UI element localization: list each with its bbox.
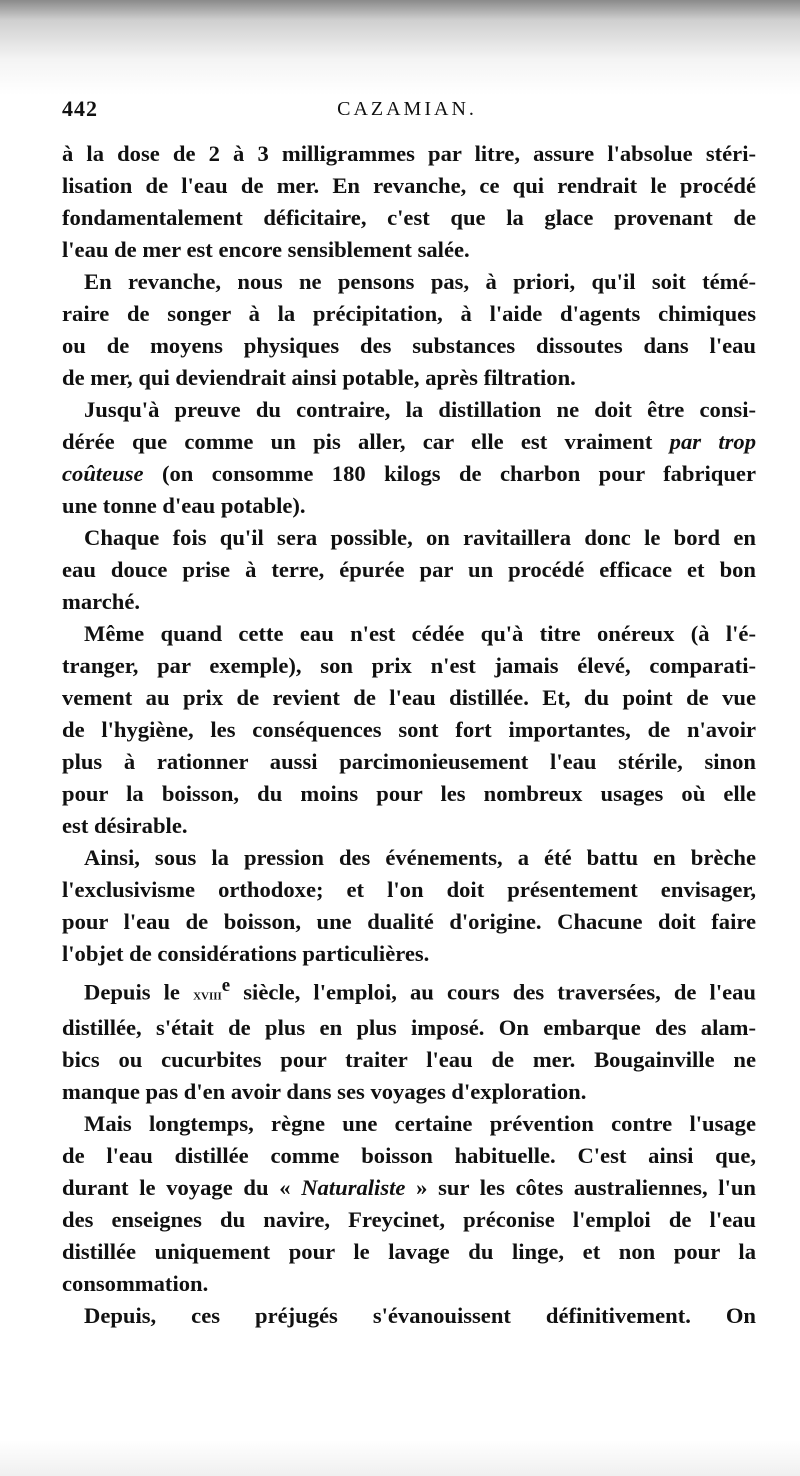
- text-line: plus à rationner aussi parcimonieusement l'eau stérile, sinon: [62, 749, 756, 774]
- text-line: est désirable.: [62, 813, 188, 838]
- text-line: eau douce prise à terre, épurée par un procédé efficace et bon: [62, 557, 756, 582]
- running-title: CAZAMIAN.: [337, 98, 477, 120]
- text-span: » sur les côtes australiennes, l'un: [405, 1174, 756, 1200]
- paragraph-2: [62, 266, 756, 394]
- text-line: [62, 458, 756, 490]
- text-line: ou de moyens physiques des substances dissoutes dans l'eau: [62, 333, 756, 358]
- body-text: [62, 138, 756, 1332]
- text-span: siècle, l'emploi, au cours des traversées, de l'eau: [230, 979, 756, 1005]
- paragraph-4: [62, 522, 756, 618]
- text-line: distillée uniquement pour le lavage du linge, et non pour la: [62, 1238, 756, 1264]
- text-line: de l'eau distillée comme boisson habituelle. C'est ainsi que,: [62, 1142, 756, 1168]
- paragraph-3: [62, 394, 756, 522]
- century-numeral: xviii: [193, 986, 222, 1004]
- paragraph-5: [62, 618, 756, 842]
- text-line: fondamentalement déficitaire, c'est que la glace provenant de: [62, 205, 756, 230]
- text-line: des enseignes du navire, Freycinet, préconise l'emploi de l'eau: [62, 1206, 756, 1232]
- text-span: Depuis le: [84, 979, 194, 1005]
- text-line: [62, 970, 756, 1012]
- text-line: Ainsi, sous la pression des événements, a été battu en brèche: [84, 845, 756, 870]
- text-line: tranger, par exemple), son prix n'est jamais élevé, comparati-: [62, 653, 756, 678]
- text-line: manque pas d'en avoir dans ses voyages d'exploration.: [62, 1078, 587, 1104]
- page-number: 442: [62, 96, 98, 121]
- text-span: (on consomme 180 kilogs de charbon pour fabriquer: [143, 461, 756, 486]
- text-line: consommation.: [62, 1270, 209, 1296]
- text-line: lisation de l'eau de mer. En revanche, ce qui rendrait le procédé: [62, 173, 756, 198]
- text-line: Jusqu'à preuve du contraire, la distillation ne doit être consi-: [84, 397, 756, 422]
- text-span: durant le voyage du «: [62, 1174, 302, 1200]
- paragraph-7: [62, 970, 756, 1108]
- text-line: pour la boisson, du moins pour les nombreux usages où elle: [62, 781, 756, 806]
- paragraph-1: [62, 138, 756, 266]
- text-span: dérée que comme un pis aller, car elle est vraiment: [62, 429, 670, 454]
- paragraph-6: [62, 842, 756, 970]
- italic-text: coûteuse: [62, 461, 144, 486]
- text-line: raire de songer à la précipitation, à l'aide d'agents chimiques: [62, 301, 756, 326]
- text-line: Depuis, ces préjugés s'évanouissent définitivement. On: [84, 1302, 756, 1328]
- superscript: e: [221, 975, 231, 996]
- page-header: [62, 96, 752, 128]
- italic-text: par trop: [669, 429, 756, 454]
- text-line: l'objet de considérations particulières.: [62, 941, 430, 966]
- text-line: bics ou cucurbites pour traiter l'eau de mer. Bougainville ne: [62, 1046, 756, 1072]
- italic-text: Naturaliste: [301, 1174, 406, 1200]
- text-line: l'eau de mer est encore sensiblement salée.: [62, 237, 470, 262]
- text-line: marché.: [62, 589, 141, 614]
- text-line: une tonne d'eau potable).: [62, 493, 306, 518]
- text-line: Chaque fois qu'il sera possible, on ravitaillera donc le bord en: [84, 525, 756, 550]
- text-line: à la dose de 2 à 3 milligrammes par litre, assure l'absolue stéri-: [62, 141, 756, 166]
- text-line: [62, 1172, 756, 1204]
- text-line: pour l'eau de boisson, une dualité d'origine. Chacune doit faire: [62, 909, 756, 934]
- paragraph-8: [62, 1108, 756, 1300]
- text-line: de mer, qui deviendrait ainsi potable, après filtration.: [62, 365, 576, 390]
- text-line: de l'hygiène, les conséquences sont fort importantes, de n'avoir: [62, 717, 756, 742]
- paragraph-9: [62, 1300, 756, 1332]
- text-line: [62, 426, 756, 458]
- text-line: En revanche, nous ne pensons pas, à priori, qu'il soit témé-: [84, 269, 756, 294]
- text-line: Mais longtemps, règne une certaine prévention contre l'usage: [84, 1110, 756, 1136]
- text-line: distillée, s'était de plus en plus imposé. On embarque des alam-: [62, 1014, 756, 1040]
- text-line: Même quand cette eau n'est cédée qu'à titre onéreux (à l'é-: [84, 621, 756, 646]
- text-line: vement au prix de revient de l'eau distillée. Et, du point de vue: [62, 685, 756, 710]
- text-line: l'exclusivisme orthodoxe; et l'on doit présentement envisager,: [62, 877, 756, 902]
